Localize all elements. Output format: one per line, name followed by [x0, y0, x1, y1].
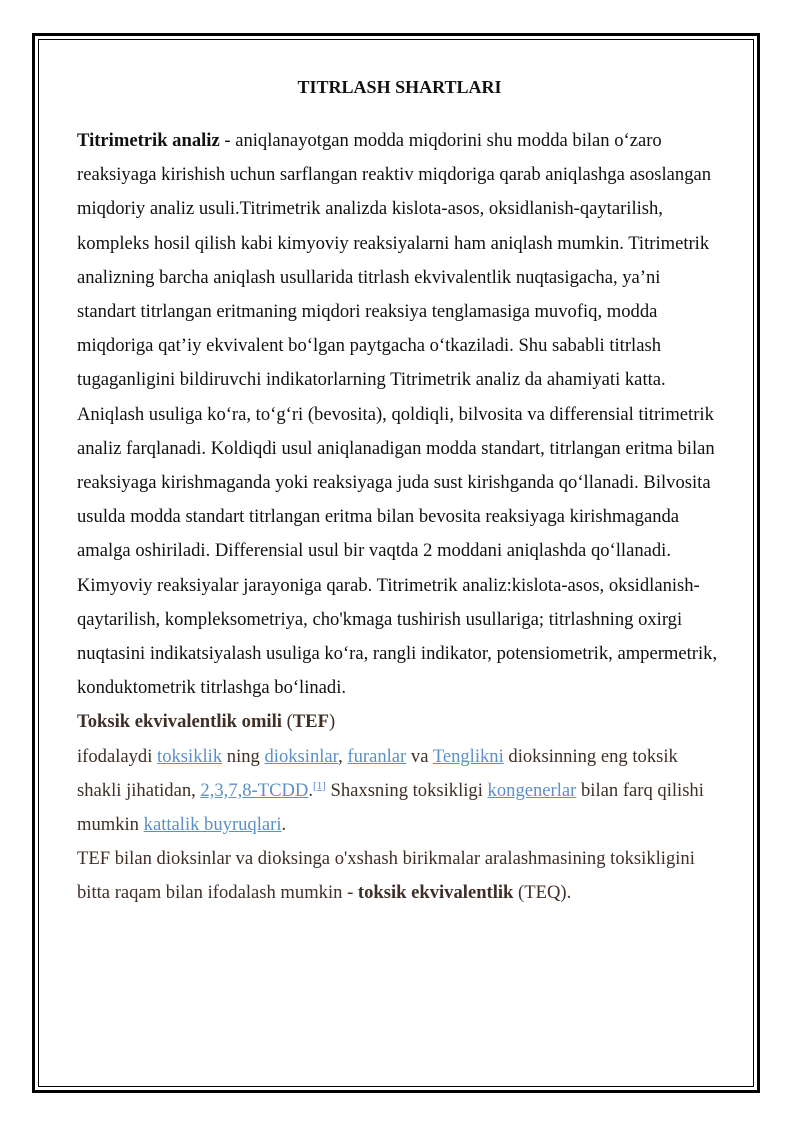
tef-abbr: TEF — [292, 711, 329, 733]
paragraph-classification: Kimyoviy reaksiyalar jarayoniga qarab. Titrimetrik analiz:kislota-asos, oksidlanish-qaytarilish, kompleksometriya, cho'kmaga tushirish usullariga; titrlashning oxirgi nuqtasini indikatsiyalash usuliga ko‘ra, rangli indikator, potensiometrik, ampermetrik, konduktometrik titrlashga bo‘linadi. — [77, 574, 718, 699]
link-tcdd[interactable]: 2,3,7,8-TCDD — [200, 779, 309, 801]
tef-heading: Toksik ekvivalentlik omili (TEF) — [77, 711, 336, 733]
link-kattalik-buyruqlari[interactable]: kattalik buyruqlari — [143, 814, 282, 836]
document-title: TITRLASH SHARTLARI — [297, 77, 502, 97]
tef-heading-term: Toksik ekvivalentlik omili — [77, 711, 282, 733]
document-body — [77, 70, 722, 911]
definition-text: - aniqlanayotgan modda miqdorini shu modda bilan o‘zaro reaksiyaga kirishish uchun sarflangan reaktiv miqdoriga qarab aniqlashga asoslangan miqdoriy analiz usuli.Titrimetrik analizda kislota-asos, oksidlanish-qaytarilish, kompleks hosil qilish kabi kimyoviy reaksiyalarni ham aniqlash mumkin. Titrimetrik analizning barcha aniqlash usullarida titrlash ekvivalentlik nuqtasigacha, ya’ni standart titrlangan eritmaning miqdori reaksiya tenglamasiga muvofiq, modda miqdoriga qat’iy ekvivalent bo‘lgan paytgacha o‘tkaziladi. Shu sababli titrlash tugaganligini bildiruvchi indikatorlarning Titrimetrik analiz da ahamiyati katta. — [77, 130, 712, 391]
link-kongenerlar[interactable]: kongenerlar — [487, 779, 577, 801]
term-toksik-ekvivalentlik: toksik ekvivalentlik — [357, 882, 514, 904]
link-dioksinlar[interactable]: dioksinlar — [264, 745, 339, 767]
term-titrimetrik-analiz: Titrimetrik analiz — [77, 130, 220, 151]
paragraph-methods: Aniqlash usuliga ko‘ra, to‘g‘ri (bevosita), qoldiqli, bilvosita va differensial titrimetrik analiz farqlanadi. Koldiqdi usul aniqlanadigan modda standart, titrlangan eritma bilan reaksiyaga kirishmaganda yoki reaksiyaga juda sust kirishganda qo‘llanadi. Bilvosita usulda modda standart titrlangan eritma bilan bevosita reaksiyaga kirishmaganda amalga oshiriladi. Differensial usul bir vaqtda 2 moddani aniqlashda qo‘llanadi. — [77, 403, 715, 562]
paragraph-teq: TEF bilan dioksinlar va dioksinga o'xshash birikmalar aralashmasining toksikligini bitta raqam bilan ifodalash mumkin - toksik ekvivalentlik (TEQ). — [77, 848, 695, 904]
reference-link[interactable]: [1] — [313, 779, 326, 792]
paragraph-tef: ifodalaydi toksiklik ning dioksinlar, furanlar va Tenglikni dioksinning eng toksik shakli jihatidan, 2,3,7,8-TCDD.[1] Shaxsning toksikligi kongenerlar bilan farq qilishi mumkin kattalik buyruqlari. — [77, 745, 704, 836]
link-tenglikni[interactable]: Tenglikni — [432, 745, 504, 767]
link-furanlar[interactable]: furanlar — [347, 745, 407, 767]
paragraph-definition — [77, 124, 722, 398]
link-toksiklik[interactable]: toksiklik — [157, 745, 223, 767]
